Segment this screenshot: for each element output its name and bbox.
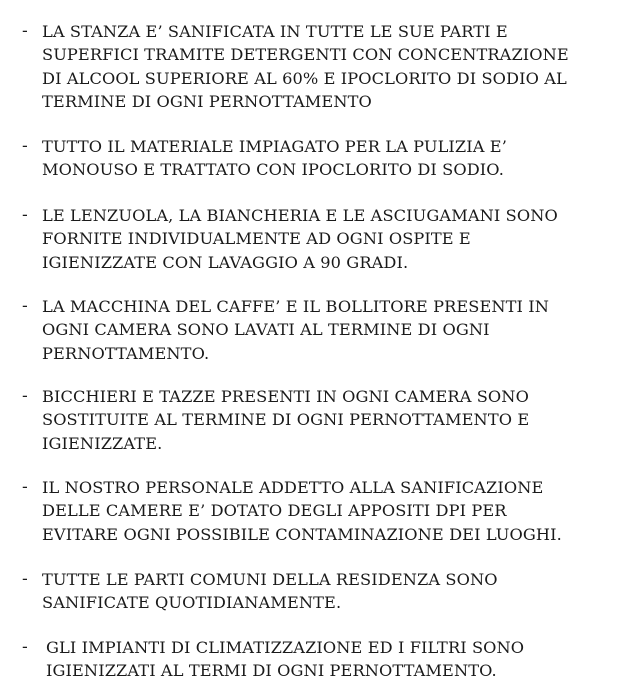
- text-line: IL NOSTRO PERSONALE ADDETTO ALLA SANIFICAZIONE: [42, 478, 544, 497]
- list-item-text: [42, 20, 632, 113]
- text-line: IGIENIZZATI AL TERMI DI OGNI PERNOTTAMENTO.: [46, 661, 497, 681]
- text-line: TUTTO IL MATERIALE IMPIAGATO PER LA PULIZIA E’: [42, 137, 507, 156]
- list-bullet: -: [22, 205, 28, 225]
- text-line: LA STANZA E’ SANIFICATA IN TUTTE LE SUE PARTI E: [42, 22, 508, 41]
- text-line: DELLE CAMERE E’ DOTATO DEGLI APPOSITI DPI PER: [42, 501, 507, 521]
- list-bullet: -: [22, 296, 28, 316]
- list-item-text: [46, 636, 636, 683]
- text-line: PERNOTTAMENTO.: [42, 343, 210, 363]
- text-line: SANIFICATE QUOTIDIANAMENTE.: [42, 593, 342, 613]
- list-bullet: -: [22, 21, 28, 41]
- text-line: TERMINE DI OGNI PERNOTTAMENTO: [42, 91, 372, 111]
- list-bullet: -: [22, 477, 28, 497]
- list-item-text: [42, 385, 632, 455]
- list-bullet: -: [22, 569, 28, 589]
- list-item-text: [42, 204, 632, 274]
- list-item-text: [42, 476, 632, 546]
- text-line: TUTTE LE PARTI COMUNI DELLA RESIDENZA SONO: [42, 570, 498, 589]
- text-line: SOSTITUITE AL TERMINE DI OGNI PERNOTTAMENTO E: [42, 410, 530, 430]
- text-line: FORNITE INDIVIDUALMENTE AD OGNI OSPITE E: [42, 229, 471, 249]
- text-line: LA MACCHINA DEL CAFFE’ E IL BOLLITORE PRESENTI IN: [42, 297, 550, 316]
- text-line: DI ALCOOL SUPERIORE AL 60% E IPOCLORITO DI SODIO AL: [42, 68, 567, 88]
- list-bullet: -: [22, 136, 28, 156]
- text-line: LE LENZUOLA, LA BIANCHERIA E LE ASCIUGAMANI SONO: [42, 206, 558, 225]
- text-line: SUPERFICI TRAMITE DETERGENTI CON CONCENTRAZIONE: [42, 45, 569, 65]
- list-bullet: -: [22, 637, 28, 657]
- list-item-text: [42, 135, 632, 182]
- list-item-text: [42, 568, 632, 615]
- text-line: IGIENIZZATE CON LAVAGGIO A 90 GRADI.: [42, 252, 409, 272]
- text-line: GLI IMPIANTI DI CLIMATIZZAZIONE ED I FILTRI SONO: [46, 638, 525, 657]
- text-line: MONOUSO E TRATTATO CON IPOCLORITO DI SODIO.: [42, 160, 504, 180]
- text-line: IGIENIZZATE.: [42, 433, 163, 453]
- text-line: EVITARE OGNI POSSIBILE CONTAMINAZIONE DEI LUOGHI.: [42, 524, 562, 544]
- list-item-text: [42, 295, 632, 365]
- text-line: BICCHIERI E TAZZE PRESENTI IN OGNI CAMERA SONO: [42, 387, 529, 406]
- list-bullet: -: [22, 386, 28, 406]
- text-line: OGNI CAMERA SONO LAVATI AL TERMINE DI OGNI: [42, 320, 490, 340]
